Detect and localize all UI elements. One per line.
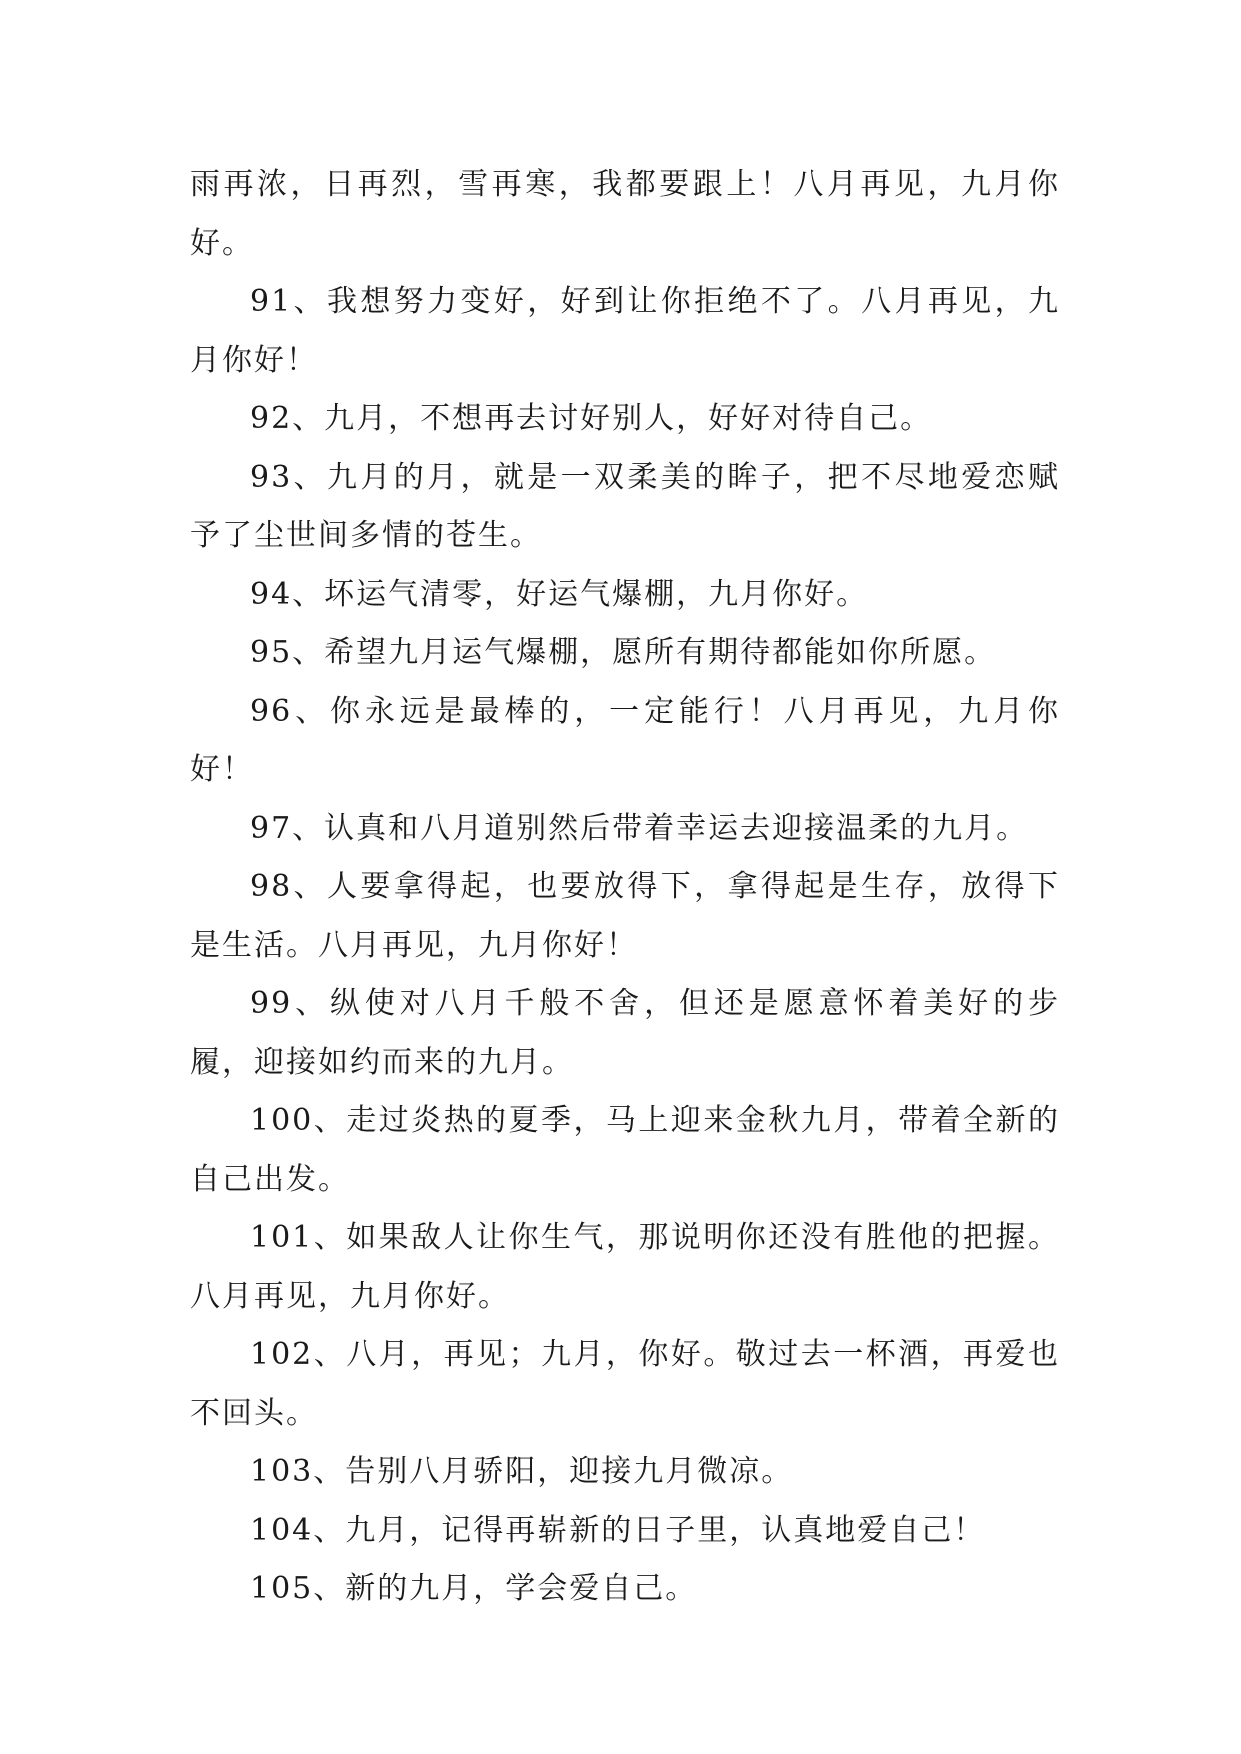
paragraph-102: 102、八月，再见；九月，你好。敬过去一杯酒，再爱也不回头。: [190, 1337, 1060, 1431]
paragraph-94: 94、坏运气清零，好运气爆棚，九月你好。: [250, 576, 869, 612]
paragraph-98: 98、人要拿得起，也要放得下，拿得起是生存，放得下是生活。八月再见，九月你好！: [190, 869, 1060, 963]
paragraph-96: 96、你永远是最棒的，一定能行！八月再见，九月你好！: [190, 693, 1060, 787]
paragraph-97: 97、认真和八月道别然后带着幸运去迎接温柔的九月。: [250, 810, 1029, 846]
paragraph-104: 104、九月，记得再崭新的日子里，认真地爱自己！: [250, 1512, 986, 1548]
paragraph-91: 91、我想努力变好，好到让你拒绝不了。八月再见，九月你好！: [190, 284, 1060, 378]
paragraph-100: 100、走过炎热的夏季，马上迎来金秋九月，带着全新的自己出发。: [190, 1103, 1060, 1197]
paragraph-continuation: 雨再浓，日再烈，雪再寒，我都要跟上！八月再见，九月你好。: [190, 167, 1060, 261]
text-body: [190, 156, 1060, 1619]
paragraph-93: 93、九月的月，就是一双柔美的眸子，把不尽地爱恋赋予了尘世间多情的苍生。: [190, 459, 1060, 553]
paragraph-92: 92、九月，不想再去讨好别人，好好对待自己。: [250, 401, 933, 436]
paragraph-103: 103、告别八月骄阳，迎接九月微凉。: [250, 1454, 794, 1489]
paragraph-105: 105、新的九月，学会爱自己。: [250, 1571, 698, 1606]
paragraph-99: 99、纵使对八月千般不舍，但还是愿意怀着美好的步履，迎接如约而来的九月。: [190, 986, 1060, 1080]
paragraph-101: 101、如果敌人让你生气，那说明你还没有胜他的把握。八月再见，九月你好。: [190, 1220, 1060, 1314]
paragraph-95: 95、希望九月运气爆棚，愿所有期待都能如你所愿。: [250, 635, 997, 670]
